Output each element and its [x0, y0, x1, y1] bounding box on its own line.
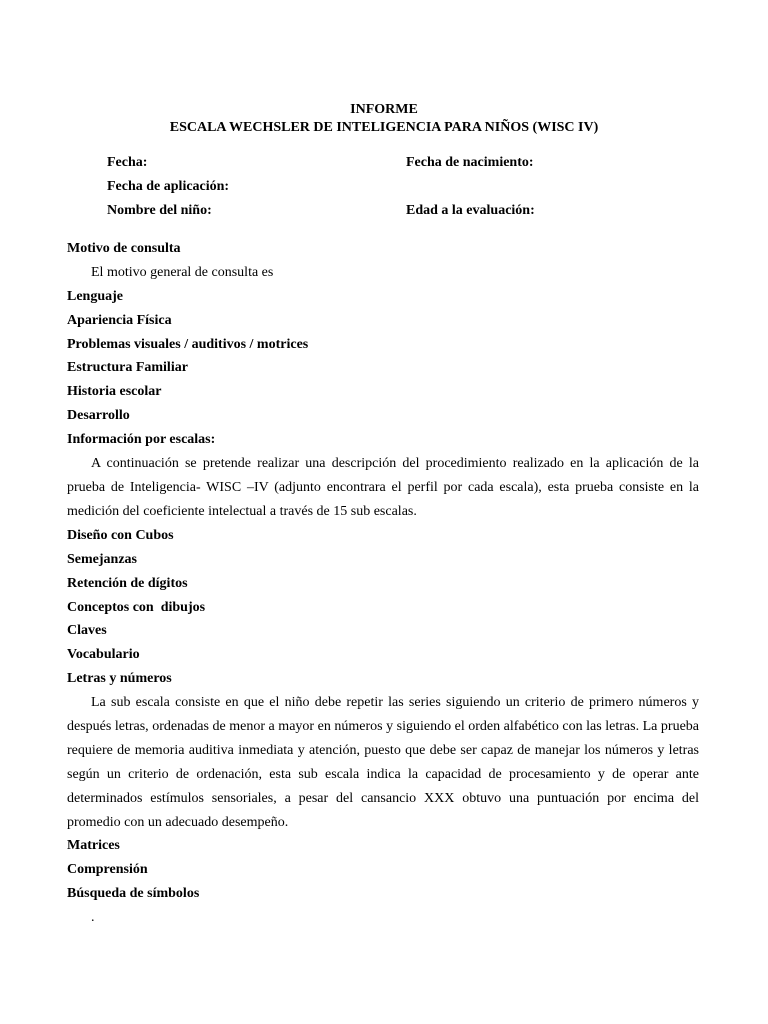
heading-desarrollo: Desarrollo	[67, 408, 130, 423]
heading-diseno: Diseño con Cubos	[67, 528, 174, 543]
heading-estructura: Estructura Familiar	[67, 360, 188, 375]
trailing-dot: .	[91, 910, 95, 925]
document-subtitle: ESCALA WECHSLER DE INTELIGENCIA PARA NIÑOS (WISC IV)	[169, 120, 599, 135]
heading-lenguaje: Lenguaje	[67, 289, 123, 304]
paragraph-letras-text: La sub escala consiste en que el niño debe repetir las series siguiendo un criterio de primero números y después letras, ordenadas de menor a mayor en números y siguiendo el orden alfabético con las letras. La prueba requiere de memoria auditiva inmediata y atención, puesto que debe ser capaz de manejar los números y letras según un criterio de ordenación, esta sub escala indica la capacidad de procesamiento y de operar ante determinados estímulos sensoriales, a pesar del cansancio XXX obtuvo una puntuación por encima del promedio con un adecuado desempeño.	[67, 695, 699, 830]
paragraph-informacion-text: A continuación se pretende realizar una descripción del procedimiento realizado en la aplicación de la prueba de Inteligencia- WISC –IV (adjunto encontrara el perfil por cada escala), esta prueba consiste en la medición del coeficiente intelectual a través de 15 sub escalas.	[67, 456, 699, 519]
heading-busqueda: Búsqueda de símbolos	[67, 886, 200, 901]
field-nombre: Nombre del niño:	[107, 203, 212, 218]
heading-semejanzas: Semejanzas	[67, 552, 137, 567]
heading-vocabulario: Vocabulario	[67, 647, 140, 662]
paragraph-informacion	[67, 452, 699, 524]
heading-informacion: Información por escalas:	[67, 432, 216, 447]
field-fecha-nacimiento: Fecha de nacimiento:	[406, 155, 534, 170]
heading-motivo: Motivo de consulta	[67, 241, 181, 256]
heading-retencion: Retención de dígitos	[67, 576, 188, 591]
heading-claves: Claves	[67, 623, 107, 638]
document-title: INFORME	[350, 102, 418, 117]
paragraph-letras	[67, 691, 699, 834]
heading-conceptos: Conceptos con dibujos	[67, 600, 206, 615]
heading-historia: Historia escolar	[67, 384, 162, 399]
field-edad: Edad a la evaluación:	[406, 203, 535, 218]
heading-apariencia: Apariencia Física	[67, 313, 172, 328]
field-fecha: Fecha:	[107, 155, 148, 170]
heading-matrices: Matrices	[67, 838, 120, 853]
heading-problemas: Problemas visuales / auditivos / motrices	[67, 337, 309, 352]
field-fecha-aplicacion: Fecha de aplicación:	[107, 179, 230, 194]
heading-letras: Letras y números	[67, 671, 172, 686]
text-motivo: El motivo general de consulta es	[91, 265, 274, 280]
heading-comprension: Comprensión	[67, 862, 148, 877]
